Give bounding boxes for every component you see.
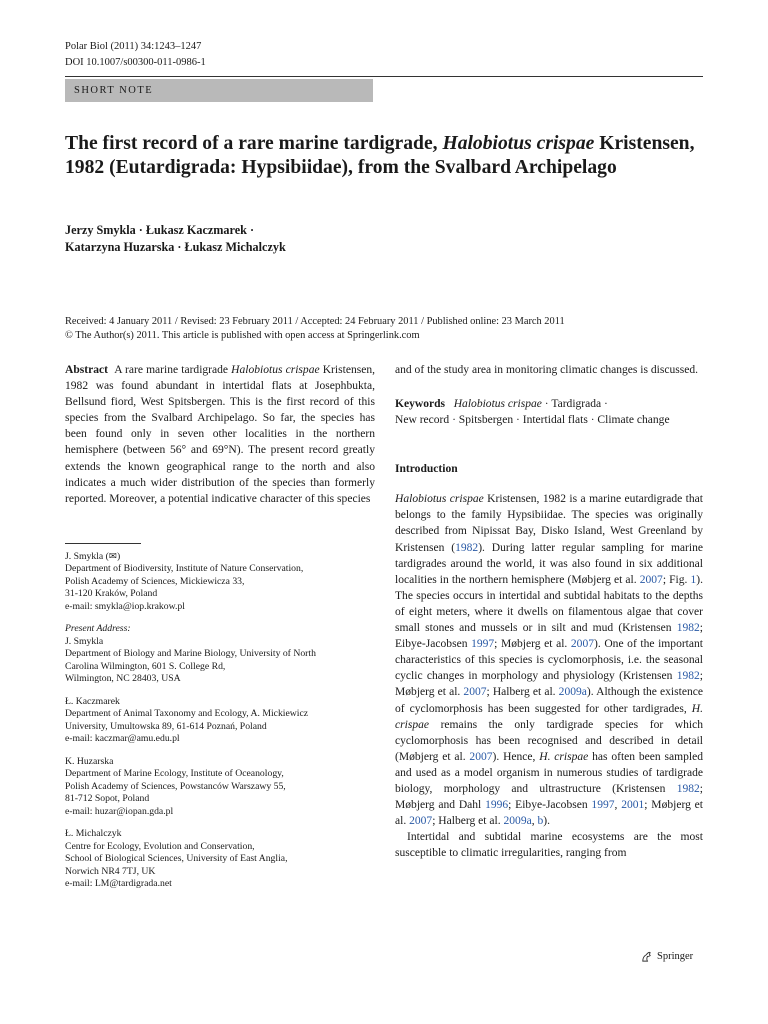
affil-line: J. Smykla (✉)	[65, 550, 121, 562]
citation-link[interactable]: 1982	[676, 622, 700, 635]
author-line-1: Jerzy Smykla · Łukasz Kaczmarek ·	[65, 223, 255, 237]
intro-text: ; Halberg et al.	[486, 686, 559, 699]
intro-text: ; Eibye-Jacobsen	[508, 799, 592, 812]
publisher-name: Springer	[657, 951, 694, 962]
citation-link[interactable]: 2001	[621, 799, 645, 812]
citation-link[interactable]: 1	[690, 573, 697, 586]
intro-text: ,	[531, 815, 538, 828]
affil-line: Polish Academy of Sciences, Mickiewicza 33,	[65, 575, 245, 587]
citation-link[interactable]: 2009a	[503, 815, 532, 828]
citation-link[interactable]: 2007	[570, 638, 594, 651]
citation-link[interactable]: 2007	[409, 815, 433, 828]
title-part-1: The first record of a rare marine tardigrade,	[65, 133, 443, 154]
citation-link[interactable]: 1982	[676, 782, 700, 795]
intro-text: remains the only tardigrade species for which cyclomorphosis has been recognised and described in detail (Møbjerg et al.	[395, 718, 703, 763]
intro-text: ; Halberg et al.	[432, 815, 504, 828]
affil-line: J. Smykla	[65, 635, 104, 647]
citation-link[interactable]: 2007	[639, 573, 663, 586]
intro-text: ). Hence,	[492, 750, 540, 763]
title-species: Halobiotus crispae	[442, 133, 595, 154]
intro-text: ; Fig.	[662, 573, 691, 586]
publisher-footer	[640, 950, 693, 963]
keywords-line2: New record · Spitsbergen · Intertidal flats · Climate change	[395, 414, 670, 427]
email-link[interactable]: e-mail: huzar@iopan.gda.pl	[65, 805, 174, 817]
affil-line: Department of Animal Taxonomy and Ecology, A. Mickiewicz	[65, 708, 309, 720]
citation-link[interactable]: 1982	[676, 670, 700, 683]
affiliation-huzarska	[65, 756, 375, 819]
keywords-label: Keywords	[395, 398, 446, 411]
species-name: H. crispae	[539, 750, 589, 763]
intro-text: ). Although the existence of cyclomorphosis has been suggested for other tardigrades,	[395, 686, 703, 715]
introduction-paragraph-1	[395, 491, 703, 829]
intro-text: ). One of the important characteristics of this species is cyclomorphosis, i.e. the seasonal cyclic changes in morphology and physiology (Kristensen	[395, 638, 703, 683]
citation-link[interactable]: b	[537, 815, 544, 828]
affil-line: Department of Marine Ecology, Institute of Oceanology,	[65, 768, 284, 780]
affil-line: Ł. Michalczyk	[65, 828, 122, 840]
springer-horse-icon	[640, 950, 653, 963]
affiliation-michalczyk	[65, 828, 375, 891]
section-banner: SHORT NOTE	[65, 79, 373, 102]
affiliation-kaczmarek	[65, 696, 375, 746]
intro-text: ; Møbjerg et al.	[395, 670, 703, 699]
intro-text: ; Møbjerg et al.	[395, 799, 703, 828]
abstract	[65, 362, 375, 507]
publication-dates	[65, 315, 725, 343]
intro-text: ). The species occurs in intertidal and subtidal habitats to the depths of eight meters, where it dwells on filamentous algae that cover small stones and mussels or in silt and mud (Kristensen	[395, 573, 703, 635]
affil-line: Carolina Wilmington, 601 S. College Rd,	[65, 660, 226, 672]
abstract-label: Abstract	[65, 364, 108, 376]
intro-text: ,	[614, 799, 622, 812]
citation-link[interactable]: 2009a	[558, 686, 587, 699]
license-line: © The Author(s) 2011. This article is published with open access at Springerlink.com	[65, 330, 420, 341]
keywords	[395, 396, 703, 428]
journal-doi[interactable]: DOI 10.1007/s00300-011-0986-1	[65, 57, 206, 68]
species-name: H. crispae	[395, 702, 703, 731]
affil-line: Department of Biodiversity, Institute of Nature Conservation,	[65, 563, 304, 575]
citation-link[interactable]: 1997	[471, 638, 495, 651]
article-title	[65, 132, 705, 179]
citation-link[interactable]: 2007	[469, 750, 493, 763]
abstract-continuation: and of the study area in monitoring climatic changes is discussed.	[395, 364, 699, 376]
email-link[interactable]: e-mail: smykla@iop.krakow.pl	[65, 600, 185, 612]
citation-link[interactable]: 1997	[591, 799, 615, 812]
abstract-text: Kristensen, 1982 was found abundant in intertidal flats at Josephbukta, Bellsund fiord, West Spitsbergen. This is the first record of this species from the Svalbard Archipelago. So far, the species has been found only in seven other localities in the northern hemisphere (between 56° and 69°N). The present record greatly extends the known geographical range to the north and also indicates a much wider distribution of the species than formerly reported. Moreover, a potential indicative character of this species	[65, 364, 375, 505]
affil-line: 81-712 Sopot, Poland	[65, 793, 150, 805]
affil-line: Wilmington, NC 28403, USA	[65, 673, 181, 685]
title-part-2: Kristensen, 1982 (Eutardigrada: Hypsibiidae), from the Svalbard Archipelago	[65, 133, 695, 178]
intro-text: ; Møbjerg and Dahl	[395, 782, 703, 812]
intro-text: Kristensen, 1982 is a marine eutardigrade that belongs to the family Hypsibiidae. The species was originally described from Nipissat Bay, Disko Island, West Greenland by Kristensen (	[395, 493, 703, 554]
present-address-label: Present Address:	[65, 623, 131, 635]
intro-text: ).	[543, 815, 551, 828]
citation-link[interactable]: 2007	[463, 686, 487, 699]
section-heading-introduction: Introduction	[395, 463, 458, 476]
author-list	[65, 222, 705, 256]
dates-line: Received: 4 January 2011 / Revised: 23 February 2011 / Accepted: 24 February 2011 / Published online: 23 March 2011	[65, 316, 565, 327]
intro-text: has often been sampled and used as a model organism in numerous studies of tardigrade biology, morphology and ultrastructure (Kristensen	[395, 750, 703, 795]
intro-text: ; Møbjerg et al.	[494, 638, 571, 651]
affil-line: Ł. Kaczmarek	[65, 695, 120, 707]
email-link[interactable]: e-mail: kaczmar@amu.edu.pl	[65, 733, 180, 745]
email-link[interactable]: e-mail: LM@tardigrada.net	[65, 878, 172, 890]
affil-line: Norwich NR4 7TJ, UK	[65, 865, 156, 877]
header-rule	[65, 76, 703, 77]
left-column	[65, 362, 375, 901]
keywords-line1: · Tardigrada ·	[541, 398, 608, 411]
affil-line: School of Biological Sciences, University of East Anglia,	[65, 853, 288, 865]
citation-link[interactable]: 1996	[485, 799, 509, 812]
right-column	[395, 362, 703, 861]
affil-line: Department of Biology and Marine Biology, University of North	[65, 648, 316, 660]
species-name: Halobiotus crispae	[395, 493, 484, 506]
citation-link[interactable]: 1982	[455, 541, 479, 554]
affil-line: K. Huzarska	[65, 755, 114, 767]
intro-text: ; Eibye-Jacobsen	[395, 622, 703, 651]
journal-citation: Polar Biol (2011) 34:1243–1247	[65, 41, 202, 52]
affil-line: Polish Academy of Sciences, Powstanców Warszawy 55,	[65, 780, 286, 792]
affiliation-smykla	[65, 551, 375, 614]
abstract-lead: A rare marine tardigrade	[114, 364, 232, 376]
affil-line: University, Umultowska 89, 61-614 Poznań, Poland	[65, 720, 267, 732]
keyword-species: Halobiotus crispae	[453, 398, 542, 411]
abstract-species: Halobiotus crispae	[231, 364, 320, 376]
affil-line: 31-120 Kraków, Poland	[65, 588, 158, 600]
author-line-2: Katarzyna Huzarska · Łukasz Michalczyk	[65, 240, 286, 254]
intro-text: ). During latter regular sampling for marine tardigrades around the world, it was also found in six additional localities in the northern hemisphere (Møbjerg et al.	[395, 541, 703, 586]
affil-line: Centre for Ecology, Evolution and Conservation,	[65, 840, 255, 852]
affiliation-present-address	[65, 623, 375, 686]
introduction-paragraph-2: Intertidal and subtidal marine ecosystems are the most susceptible to climatic irregularities, ranging from	[395, 831, 703, 860]
